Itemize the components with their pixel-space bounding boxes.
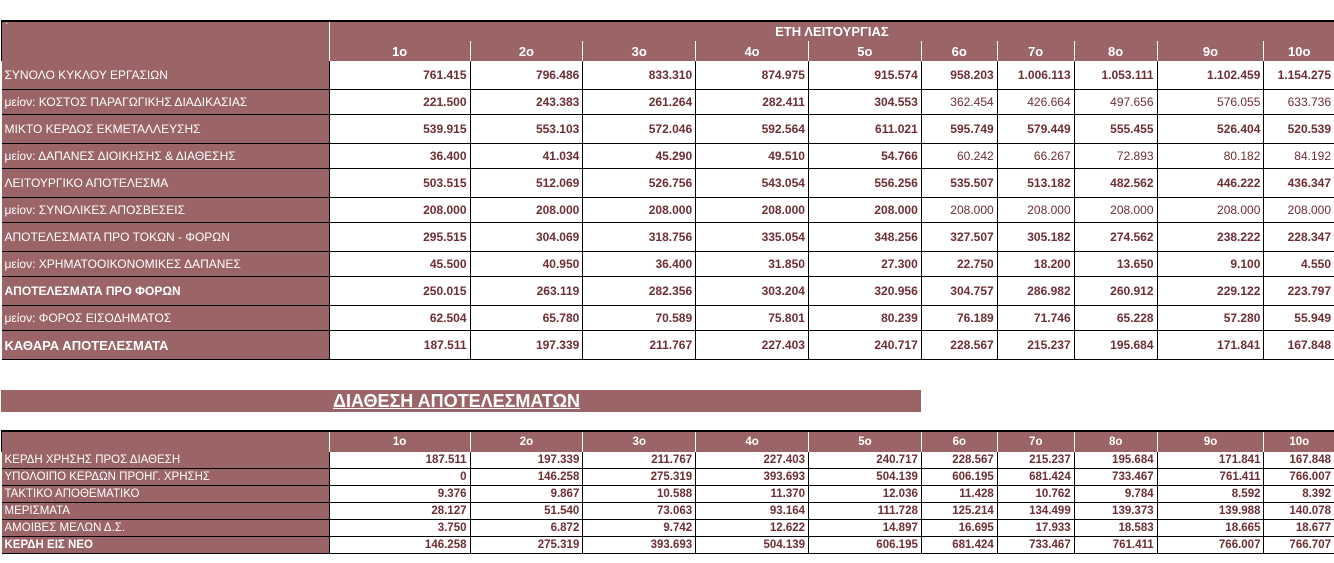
value-cell: 70.589: [583, 306, 696, 331]
value-cell: 65.780: [470, 306, 583, 331]
value-cell: 228.347: [1264, 223, 1334, 252]
value-cell: 874.975: [696, 61, 809, 90]
value-cell: 318.756: [583, 223, 696, 252]
table-row: [2, 331, 1334, 360]
value-cell: 139.373: [1074, 503, 1157, 520]
value-cell: 54.766: [808, 144, 921, 169]
year-header-5: 5ο: [808, 41, 921, 61]
year-header-1: 1ο: [329, 431, 470, 452]
section-banner: [1, 390, 921, 412]
value-cell: 80.182: [1157, 144, 1264, 169]
value-cell: 243.383: [470, 90, 583, 115]
year-header-4: 4ο: [696, 431, 809, 452]
value-cell: 362.454: [921, 90, 997, 115]
value-cell: 1.102.459: [1157, 61, 1264, 90]
value-cell: 223.797: [1264, 277, 1334, 306]
value-cell: 208.000: [470, 198, 583, 223]
value-cell: 62.504: [329, 306, 470, 331]
value-cell: 304.757: [921, 277, 997, 306]
value-cell: 796.486: [470, 61, 583, 90]
value-cell: 260.912: [1074, 277, 1157, 306]
row-label: ΑΜΟΙΒΕΣ ΜΕΛΩΝ Δ.Σ.: [2, 520, 330, 537]
value-cell: 197.339: [470, 331, 583, 360]
year-header-10: 10ο: [1264, 41, 1334, 61]
value-cell: 393.693: [696, 469, 809, 486]
value-cell: 304.553: [808, 90, 921, 115]
year-header-9: 9ο: [1157, 431, 1264, 452]
year-header-6: 6ο: [921, 431, 997, 452]
value-cell: 93.164: [696, 503, 809, 520]
value-cell: 282.356: [583, 277, 696, 306]
table-row: [2, 198, 1334, 223]
value-cell: 221.500: [329, 90, 470, 115]
value-cell: 208.000: [329, 198, 470, 223]
row-label: μείον: ΦΟΡΟΣ ΕΙΣΟΔΗΜΑΤΟΣ: [2, 306, 330, 331]
value-cell: 18.200: [997, 252, 1074, 277]
row-label: ΑΠΟΤΕΛΕΣΜΑΤΑ ΠΡΟ ΦΟΡΩΝ: [2, 277, 330, 306]
profit-distribution-body: [2, 452, 1334, 554]
value-cell: 215.237: [997, 452, 1074, 469]
year-header-9: 9ο: [1157, 41, 1264, 61]
value-cell: 497.656: [1074, 90, 1157, 115]
row-label: μείον: ΣΥΝΟΛΙΚΕΣ ΑΠΟΣΒΕΣΕΙΣ: [2, 198, 330, 223]
row-label: ΚΕΡΔΗ ΕΙΣ ΝΕΟ: [2, 537, 330, 554]
value-cell: 526.756: [583, 169, 696, 198]
value-cell: 335.054: [696, 223, 809, 252]
value-cell: 263.119: [470, 277, 583, 306]
value-cell: 681.424: [921, 537, 997, 554]
value-cell: 436.347: [1264, 169, 1334, 198]
table-row: [2, 486, 1334, 503]
value-cell: 240.717: [809, 452, 922, 469]
value-cell: 572.046: [583, 115, 696, 144]
value-cell: 240.717: [808, 331, 921, 360]
value-cell: 171.841: [1157, 452, 1264, 469]
value-cell: 553.103: [470, 115, 583, 144]
table-row: [2, 252, 1334, 277]
value-cell: 36.400: [329, 144, 470, 169]
row-label: ΑΠΟΤΕΛΕΣΜΑΤΑ ΠΡΟ ΤΟΚΩΝ - ΦΟΡΩΝ: [2, 223, 330, 252]
value-cell: 12.622: [696, 520, 809, 537]
value-cell: 733.467: [997, 537, 1074, 554]
value-cell: 9.376: [329, 486, 470, 503]
value-cell: 167.848: [1264, 331, 1334, 360]
year-header-1: 1ο: [329, 41, 470, 61]
value-cell: 595.749: [921, 115, 997, 144]
value-cell: 72.893: [1074, 144, 1157, 169]
value-cell: 22.750: [921, 252, 997, 277]
table-row: [2, 115, 1334, 144]
value-cell: 9.784: [1074, 486, 1157, 503]
value-cell: 8.392: [1264, 486, 1334, 503]
year-header-2: 2ο: [470, 41, 583, 61]
value-cell: 27.300: [808, 252, 921, 277]
value-cell: 80.239: [808, 306, 921, 331]
row-label: ΜΙΚΤΟ ΚΕΡΔΟΣ ΕΚΜΕΤΑΛΛΕΥΣΗΣ: [2, 115, 330, 144]
value-cell: 18.677: [1264, 520, 1334, 537]
value-cell: 41.034: [470, 144, 583, 169]
value-cell: 55.949: [1264, 306, 1334, 331]
value-cell: 13.650: [1074, 252, 1157, 277]
year-header-3: 3ο: [583, 431, 696, 452]
table-row: [2, 144, 1334, 169]
year-header-8: 8ο: [1074, 431, 1157, 452]
year-header-5: 5ο: [809, 431, 922, 452]
years-header-title: ΕΤΗ ΛΕΙΤΟΥΡΓΙΑΣ: [329, 21, 1334, 41]
table-row: [2, 223, 1334, 252]
value-cell: 348.256: [808, 223, 921, 252]
value-cell: 482.562: [1074, 169, 1157, 198]
table-row: [2, 61, 1334, 90]
value-cell: 526.404: [1157, 115, 1264, 144]
value-cell: 261.264: [583, 90, 696, 115]
value-cell: 45.500: [329, 252, 470, 277]
value-cell: 208.000: [583, 198, 696, 223]
corner-cell: `: [2, 21, 330, 61]
year-header-8: 8ο: [1074, 41, 1157, 61]
value-cell: 1.053.111: [1074, 61, 1157, 90]
value-cell: 71.746: [997, 306, 1074, 331]
value-cell: 238.222: [1157, 223, 1264, 252]
income-statement-body: [2, 61, 1334, 360]
value-cell: 11.370: [696, 486, 809, 503]
value-cell: 915.574: [808, 61, 921, 90]
value-cell: 305.182: [997, 223, 1074, 252]
income-statement-table: [1, 20, 1334, 360]
value-cell: 16.695: [921, 520, 997, 537]
value-cell: 513.182: [997, 169, 1074, 198]
value-cell: 3.750: [329, 520, 470, 537]
row-label: μείον: ΔΑΠΑΝΕΣ ΔΙΟΙΚΗΣΗΣ & ΔΙΑΘΕΣΗΣ: [2, 144, 330, 169]
value-cell: 12.036: [809, 486, 922, 503]
row-label: ΚΕΡΔΗ ΧΡΗΣΗΣ ΠΡΟΣ ΔΙΑΘΕΣΗ: [2, 452, 330, 469]
value-cell: 9.867: [470, 486, 583, 503]
year-header-4: 4ο: [696, 41, 809, 61]
value-cell: 556.256: [808, 169, 921, 198]
value-cell: 555.455: [1074, 115, 1157, 144]
value-cell: 227.403: [696, 452, 809, 469]
table-row: [2, 277, 1334, 306]
value-cell: 8.592: [1157, 486, 1264, 503]
row-label: ΛΕΙΤΟΥΡΓΙΚΟ ΑΠΟΤΕΛΕΣΜΑ: [2, 169, 330, 198]
value-cell: 73.063: [583, 503, 696, 520]
table-row: [2, 520, 1334, 537]
value-cell: 28.127: [329, 503, 470, 520]
value-cell: 17.933: [997, 520, 1074, 537]
value-cell: 229.122: [1157, 277, 1264, 306]
value-cell: 211.767: [583, 452, 696, 469]
value-cell: 111.728: [809, 503, 922, 520]
value-cell: 681.424: [997, 469, 1074, 486]
value-cell: 426.664: [997, 90, 1074, 115]
value-cell: 761.411: [1074, 537, 1157, 554]
value-cell: 228.567: [921, 452, 997, 469]
value-cell: 11.428: [921, 486, 997, 503]
year-header-7: 7ο: [997, 41, 1074, 61]
value-cell: 4.550: [1264, 252, 1334, 277]
row-label: ΥΠΟΛΟΙΠΟ ΚΕΡΔΩΝ ΠΡΟΗΓ. ΧΡΗΣΗΣ: [2, 469, 330, 486]
value-cell: 10.762: [997, 486, 1074, 503]
value-cell: 275.319: [470, 537, 583, 554]
value-cell: 40.950: [470, 252, 583, 277]
year-header-6: 6ο: [921, 41, 997, 61]
value-cell: 171.841: [1157, 331, 1264, 360]
value-cell: 84.192: [1264, 144, 1334, 169]
value-cell: 958.203: [921, 61, 997, 90]
value-cell: 606.195: [809, 537, 922, 554]
value-cell: 592.564: [696, 115, 809, 144]
value-cell: 134.499: [997, 503, 1074, 520]
value-cell: 76.189: [921, 306, 997, 331]
value-cell: 139.988: [1157, 503, 1264, 520]
value-cell: 197.339: [470, 452, 583, 469]
value-cell: 187.511: [329, 452, 470, 469]
value-cell: 393.693: [583, 537, 696, 554]
value-cell: 187.511: [329, 331, 470, 360]
row-label: μείον: ΚΟΣΤΟΣ ΠΑΡΑΓΩΓΙΚΗΣ ΔΙΑΔΙΚΑΣΙΑΣ: [2, 90, 330, 115]
value-cell: 275.319: [583, 469, 696, 486]
value-cell: 146.258: [329, 537, 470, 554]
value-cell: 766.007: [1264, 469, 1334, 486]
value-cell: 208.000: [1264, 198, 1334, 223]
value-cell: 304.069: [470, 223, 583, 252]
section-title: ΔΙΑΘΕΣΗ ΑΠΟΤΕΛΕΣΜΑΤΩΝ: [333, 391, 581, 411]
year-header-7: 7ο: [997, 431, 1074, 452]
value-cell: 211.767: [583, 331, 696, 360]
value-cell: 51.540: [470, 503, 583, 520]
value-cell: 140.078: [1264, 503, 1334, 520]
value-cell: 208.000: [808, 198, 921, 223]
table-row: [2, 469, 1334, 486]
value-cell: 761.411: [1157, 469, 1264, 486]
value-cell: 766.007: [1157, 537, 1264, 554]
value-cell: 228.567: [921, 331, 997, 360]
value-cell: 36.400: [583, 252, 696, 277]
value-cell: 286.982: [997, 277, 1074, 306]
row-label: ΚΑΘΑΡΑ ΑΠΟΤΕΛΕΣΜΑΤΑ: [2, 331, 330, 360]
value-cell: 6.872: [470, 520, 583, 537]
value-cell: 14.897: [809, 520, 922, 537]
value-cell: 195.684: [1074, 331, 1157, 360]
value-cell: 65.228: [1074, 306, 1157, 331]
table-row: [2, 306, 1334, 331]
value-cell: 833.310: [583, 61, 696, 90]
value-cell: 208.000: [696, 198, 809, 223]
table-row: [2, 452, 1334, 469]
value-cell: 208.000: [1157, 198, 1264, 223]
value-cell: 195.684: [1074, 452, 1157, 469]
value-cell: 215.237: [997, 331, 1074, 360]
value-cell: 535.507: [921, 169, 997, 198]
row-label: ΜΕΡΙΣΜΑΤΑ: [2, 503, 330, 520]
value-cell: 766.707: [1264, 537, 1334, 554]
value-cell: 503.515: [329, 169, 470, 198]
value-cell: 31.850: [696, 252, 809, 277]
value-cell: 543.054: [696, 169, 809, 198]
value-cell: 227.403: [696, 331, 809, 360]
table-row: [2, 503, 1334, 520]
value-cell: 327.507: [921, 223, 997, 252]
value-cell: 66.267: [997, 144, 1074, 169]
year-header-10: 10ο: [1264, 431, 1334, 452]
value-cell: 60.242: [921, 144, 997, 169]
table-row: [2, 537, 1334, 554]
value-cell: 303.204: [696, 277, 809, 306]
value-cell: 504.139: [809, 469, 922, 486]
year-header-row-2: [2, 431, 1334, 452]
value-cell: 579.449: [997, 115, 1074, 144]
value-cell: 18.583: [1074, 520, 1157, 537]
value-cell: 733.467: [1074, 469, 1157, 486]
value-cell: 539.915: [329, 115, 470, 144]
year-header-3: 3ο: [583, 41, 696, 61]
value-cell: 125.214: [921, 503, 997, 520]
value-cell: 9.742: [583, 520, 696, 537]
value-cell: 295.515: [329, 223, 470, 252]
value-cell: 446.222: [1157, 169, 1264, 198]
value-cell: 761.415: [329, 61, 470, 90]
row-label: μείον: ΧΡΗΜΑΤΟΟΙΚΟΝΟΜΙΚΕΣ ΔΑΠΑΝΕΣ: [2, 252, 330, 277]
table-row: [2, 169, 1334, 198]
value-cell: 18.665: [1157, 520, 1264, 537]
value-cell: 633.736: [1264, 90, 1334, 115]
value-cell: 1.154.275: [1264, 61, 1334, 90]
value-cell: 520.539: [1264, 115, 1334, 144]
year-header-2: 2ο: [470, 431, 583, 452]
value-cell: 504.139: [696, 537, 809, 554]
value-cell: 9.100: [1157, 252, 1264, 277]
value-cell: 512.069: [470, 169, 583, 198]
value-cell: 1.006.113: [997, 61, 1074, 90]
value-cell: 576.055: [1157, 90, 1264, 115]
row-label: ΣΥΝΟΛΟ ΚΥΚΛΟΥ ΕΡΓΑΣΙΩΝ: [2, 61, 330, 90]
value-cell: 0: [329, 469, 470, 486]
table-row: [2, 90, 1334, 115]
value-cell: 10.588: [583, 486, 696, 503]
value-cell: 250.015: [329, 277, 470, 306]
value-cell: 146.258: [470, 469, 583, 486]
value-cell: 208.000: [1074, 198, 1157, 223]
value-cell: 75.801: [696, 306, 809, 331]
value-cell: 208.000: [921, 198, 997, 223]
corner-cell-2: [2, 431, 330, 452]
value-cell: 208.000: [997, 198, 1074, 223]
row-label: ΤΑΚΤΙΚΟ ΑΠΟΘΕΜΑΤΙΚΟ: [2, 486, 330, 503]
value-cell: 606.195: [921, 469, 997, 486]
value-cell: 49.510: [696, 144, 809, 169]
value-cell: 320.956: [808, 277, 921, 306]
value-cell: 45.290: [583, 144, 696, 169]
value-cell: 282.411: [696, 90, 809, 115]
value-cell: 57.280: [1157, 306, 1264, 331]
profit-distribution-table: [1, 430, 1334, 554]
value-cell: 274.562: [1074, 223, 1157, 252]
value-cell: 167.848: [1264, 452, 1334, 469]
value-cell: 611.021: [808, 115, 921, 144]
